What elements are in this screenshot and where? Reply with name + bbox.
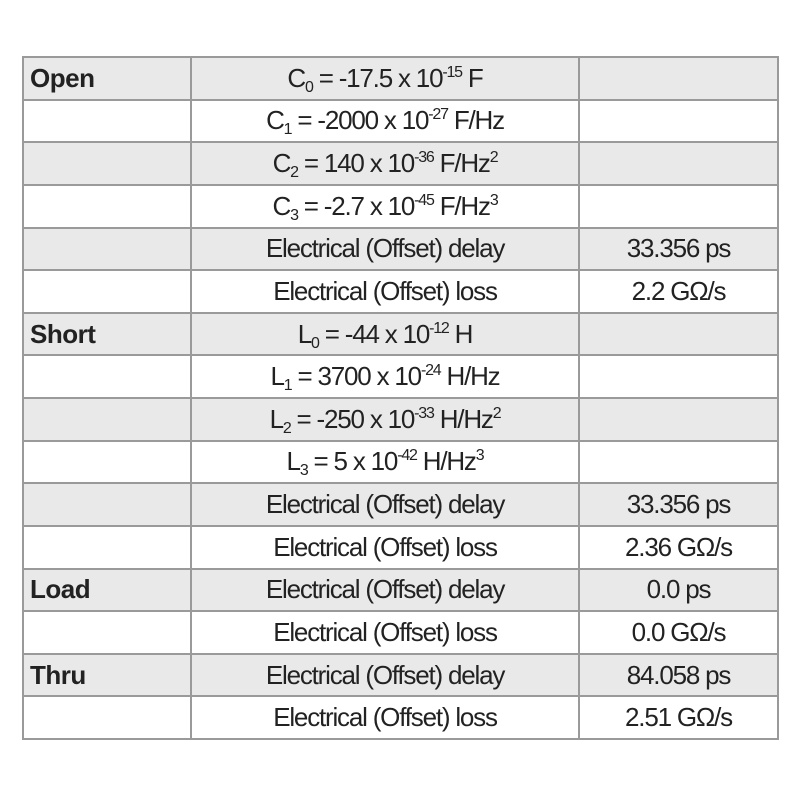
param-coefficient: = -2.7 x 10 (297, 190, 415, 221)
param-exponent: -33 (414, 404, 434, 422)
value-cell: 2.2 GΩ/s (579, 270, 778, 313)
param-exponent: -27 (428, 106, 448, 124)
standard-label (23, 270, 191, 313)
param-symbol: L (297, 318, 312, 349)
param-exponent: -42 (397, 447, 417, 465)
parameter-cell (191, 398, 579, 441)
table-row (23, 100, 778, 143)
param-symbol: L (270, 361, 284, 392)
param-coefficient: = -250 x 10 (290, 403, 415, 434)
param-symbol: L (269, 403, 283, 434)
param-coefficient: = 5 x 10 (307, 446, 398, 477)
param-exponent: -12 (429, 319, 449, 337)
param-unit-exponent: 3 (475, 447, 484, 465)
standard-label: Load (23, 569, 191, 612)
param-coefficient: = -44 x 10 (318, 318, 430, 349)
parameter-cell (191, 355, 579, 398)
param-coefficient: = -17.5 x 10 (312, 62, 443, 93)
table-row (23, 441, 778, 484)
parameter-cell: Electrical (Offset) delay (191, 228, 579, 271)
parameter-cell (191, 313, 579, 356)
param-subscript: 3 (290, 206, 298, 224)
standard-label (23, 228, 191, 271)
table-row (23, 185, 778, 228)
standard-label: Thru (23, 654, 191, 697)
parameter-cell (191, 100, 579, 143)
standard-label: Short (23, 313, 191, 356)
param-subscript: 2 (282, 419, 291, 437)
table-row (23, 696, 778, 739)
param-unit: H (448, 318, 473, 349)
parameter-cell: Electrical (Offset) delay (191, 483, 579, 526)
standard-label (23, 355, 191, 398)
standard-label (23, 142, 191, 185)
table-row (23, 483, 778, 526)
parameter-cell (191, 185, 579, 228)
value-cell: 33.356 ps (579, 228, 778, 271)
standard-label (23, 611, 191, 654)
standard-label (23, 696, 191, 739)
table-row (23, 57, 778, 100)
value-cell: 33.356 ps (579, 483, 778, 526)
table-row (23, 313, 778, 356)
param-symbol: C (287, 62, 305, 93)
table-row (23, 569, 778, 612)
value-cell: 2.51 GΩ/s (579, 696, 778, 739)
value-cell: 0.0 ps (579, 569, 778, 612)
param-symbol: C (272, 190, 291, 221)
parameter-cell: Electrical (Offset) loss (191, 526, 579, 569)
param-unit: F/Hz (447, 105, 504, 136)
param-coefficient: = 3700 x 10 (291, 361, 421, 392)
param-unit: H/Hz (433, 403, 493, 434)
standard-label (23, 398, 191, 441)
value-cell (579, 57, 778, 100)
table-row (23, 526, 778, 569)
table-row (23, 228, 778, 271)
param-unit-exponent: 2 (489, 149, 498, 167)
standard-label (23, 483, 191, 526)
param-subscript: 1 (283, 377, 292, 395)
param-subscript: 2 (290, 164, 298, 182)
standard-label (23, 100, 191, 143)
param-symbol: L (286, 446, 300, 477)
param-unit-exponent: 3 (489, 191, 498, 209)
standard-label (23, 526, 191, 569)
table-row (23, 355, 778, 398)
param-symbol: C (266, 105, 284, 136)
parameter-cell: Electrical (Offset) loss (191, 611, 579, 654)
param-subscript: 3 (299, 462, 308, 480)
value-cell (579, 100, 778, 143)
param-subscript: 1 (283, 121, 292, 139)
parameter-cell (191, 142, 579, 185)
param-exponent: -24 (420, 362, 441, 380)
param-unit: H/Hz (416, 446, 476, 477)
param-unit: F (461, 62, 483, 93)
param-symbol: C (272, 148, 291, 179)
value-cell (579, 355, 778, 398)
param-unit: F/Hz (433, 190, 490, 221)
table-row (23, 611, 778, 654)
parameter-cell: Electrical (Offset) delay (191, 569, 579, 612)
parameter-cell: Electrical (Offset) loss (191, 696, 579, 739)
param-unit: F/Hz (433, 148, 490, 179)
value-cell (579, 185, 778, 228)
standard-label (23, 441, 191, 484)
parameter-cell (191, 57, 579, 100)
value-cell (579, 441, 778, 484)
table-row (23, 654, 778, 697)
parameter-cell (191, 441, 579, 484)
value-cell (579, 313, 778, 356)
param-exponent: -36 (414, 149, 434, 167)
param-coefficient: = -2000 x 10 (291, 105, 429, 136)
parameter-cell: Electrical (Offset) loss (191, 270, 579, 313)
param-exponent: -45 (414, 191, 434, 209)
table-row (23, 398, 778, 441)
value-cell (579, 398, 778, 441)
calibration-standards-table (22, 56, 779, 740)
param-exponent: -15 (442, 63, 462, 81)
param-unit: H/Hz (440, 361, 500, 392)
standard-label: Open (23, 57, 191, 100)
value-cell: 84.058 ps (579, 654, 778, 697)
param-coefficient: = 140 x 10 (297, 148, 415, 179)
param-subscript: 0 (304, 78, 313, 96)
table-row (23, 142, 778, 185)
table-row (23, 270, 778, 313)
param-unit-exponent: 2 (492, 404, 501, 422)
value-cell: 2.36 GΩ/s (579, 526, 778, 569)
value-cell (579, 142, 778, 185)
table-body (23, 57, 778, 739)
parameter-cell: Electrical (Offset) delay (191, 654, 579, 697)
param-subscript: 0 (311, 334, 319, 352)
standard-label (23, 185, 191, 228)
value-cell: 0.0 GΩ/s (579, 611, 778, 654)
